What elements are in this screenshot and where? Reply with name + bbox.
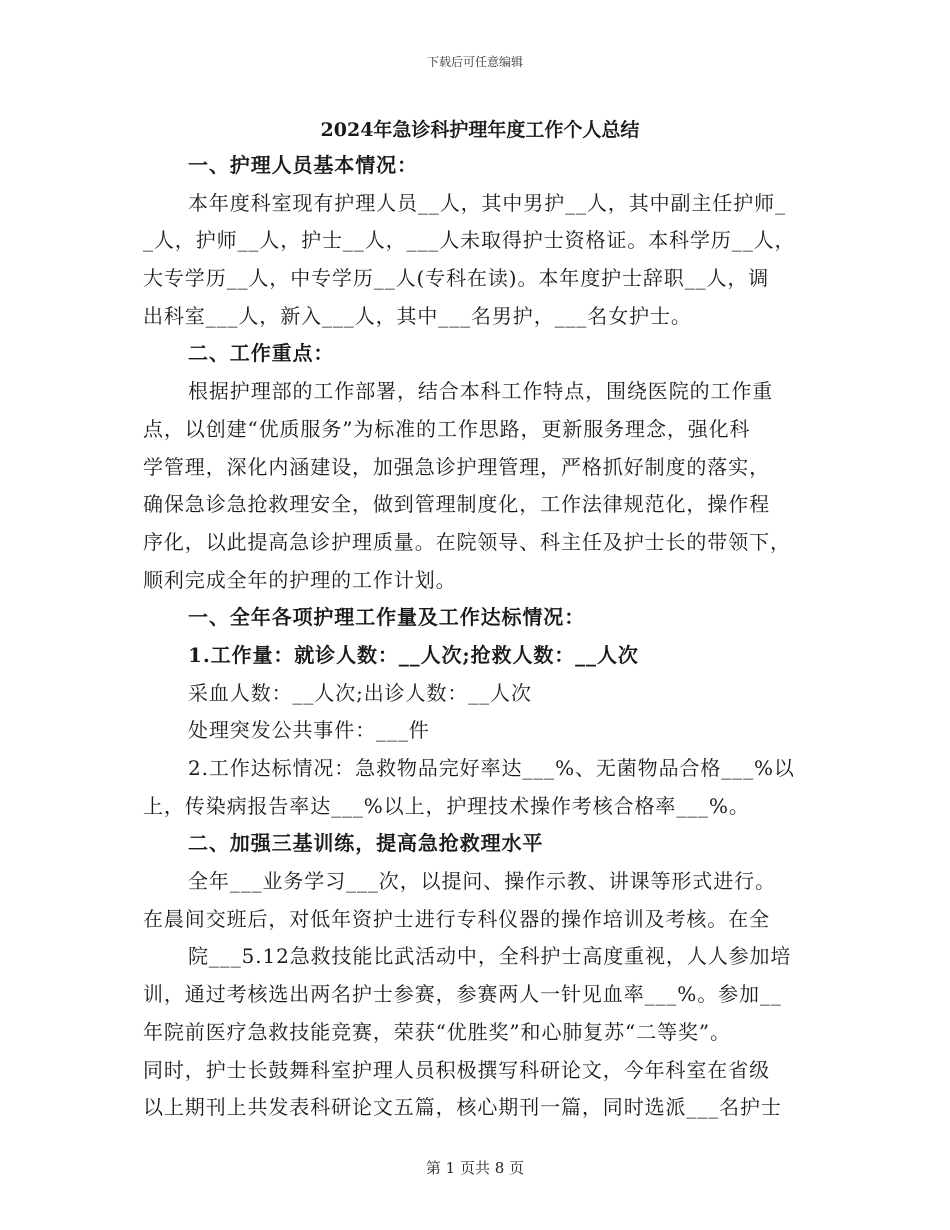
body-text-line: 点，以创建“优质服务”为标准的工作思路，更新服务理念，强化科 xyxy=(143,416,751,441)
section-heading-line: 1.工作量：就诊人数：__人次;抢救人数：__人次 xyxy=(188,642,639,667)
page-header: 下载后可任意编辑 xyxy=(426,55,523,69)
body-text-line: 大专学历__人，中专学历__人(专科在读)。本年度护士辞职__人，调 xyxy=(143,266,770,291)
body-text-line: 根据护理部的工作部署，结合本科工作特点，围绕医院的工作重 xyxy=(188,379,774,404)
body-text-line: _人，护师__人，护士__人，___人未取得护士资格证。本科学历__人， xyxy=(143,228,796,253)
paragraph-lines xyxy=(143,147,807,1127)
section-heading-line: 二、加强三基训练，提高急抢救理水平 xyxy=(188,831,544,856)
section-heading-line: 一、护理人员基本情况： xyxy=(188,153,418,177)
body-text-line: 出科室___人，新入___人，其中___名男护，___名女护士。 xyxy=(143,303,692,328)
body-text-line: 顺利完成全年的护理的工作计划。 xyxy=(143,567,457,592)
body-text-line: 确保急诊急抢救理安全，做到管理制度化，工作法律规范化，操作程 xyxy=(143,492,770,517)
document-title: 2024年急诊科护理年度工作个人总结 xyxy=(320,119,640,141)
body-text-line: 全年___业务学习___次，以提问、操作示教、讲课等形式进行。 xyxy=(188,869,776,894)
body-text-line: 采血人数：__人次;出诊人数：__人次 xyxy=(188,680,532,705)
body-text-line: 训，通过考核选出两名护士参赛，参赛两人一针见血率___%。参加__ xyxy=(143,982,782,1007)
body-text-line: 2.工作达标情况：急救物品完好率达___%、无菌物品合格___%以 xyxy=(188,756,795,780)
page-footer: 第 1 页共 8 页 xyxy=(425,1159,525,1177)
body-text-line: 在晨间交班后，对低年资护士进行专科仪器的操作培训及考核。在全 xyxy=(143,906,770,931)
body-text-line: 处理突发公共事件：___件 xyxy=(188,718,430,743)
document-body xyxy=(143,113,807,1127)
body-text-line: 学管理，深化内涵建设，加强急诊护理管理，严格抓好制度的落实， xyxy=(143,454,770,479)
section-heading-line: 一、全年各项护理工作量及工作达标情况： xyxy=(188,605,586,630)
body-text-line: 上，传染病报告率达___%以上，护理技术操作考核合格率___%。 xyxy=(143,793,750,818)
body-text-line: 以上期刊上共发表科研论文五篇，核心期刊一篇，同时选派___名护士 xyxy=(143,1095,782,1120)
body-text-line: 院___5.12急救技能比武活动中，全科护士高度重视，人人参加培 xyxy=(188,944,792,969)
section-heading-line: 二、工作重点： xyxy=(188,341,335,366)
body-text-line: 序化，以此提高急诊护理质量。在院领导、科主任及护士长的带领下， xyxy=(143,529,791,554)
body-text-line: 本年度科室现有护理人员__人，其中男护__人，其中副主任护师_ xyxy=(188,190,786,215)
body-text-line: 年院前医疗急救技能竞赛，荣获“优胜奖”和心肺复苏“二等奖”。 xyxy=(143,1019,731,1044)
body-text-line: 同时，护士长鼓舞科室护理人员积极撰写科研论文，今年科室在省级 xyxy=(143,1057,770,1082)
